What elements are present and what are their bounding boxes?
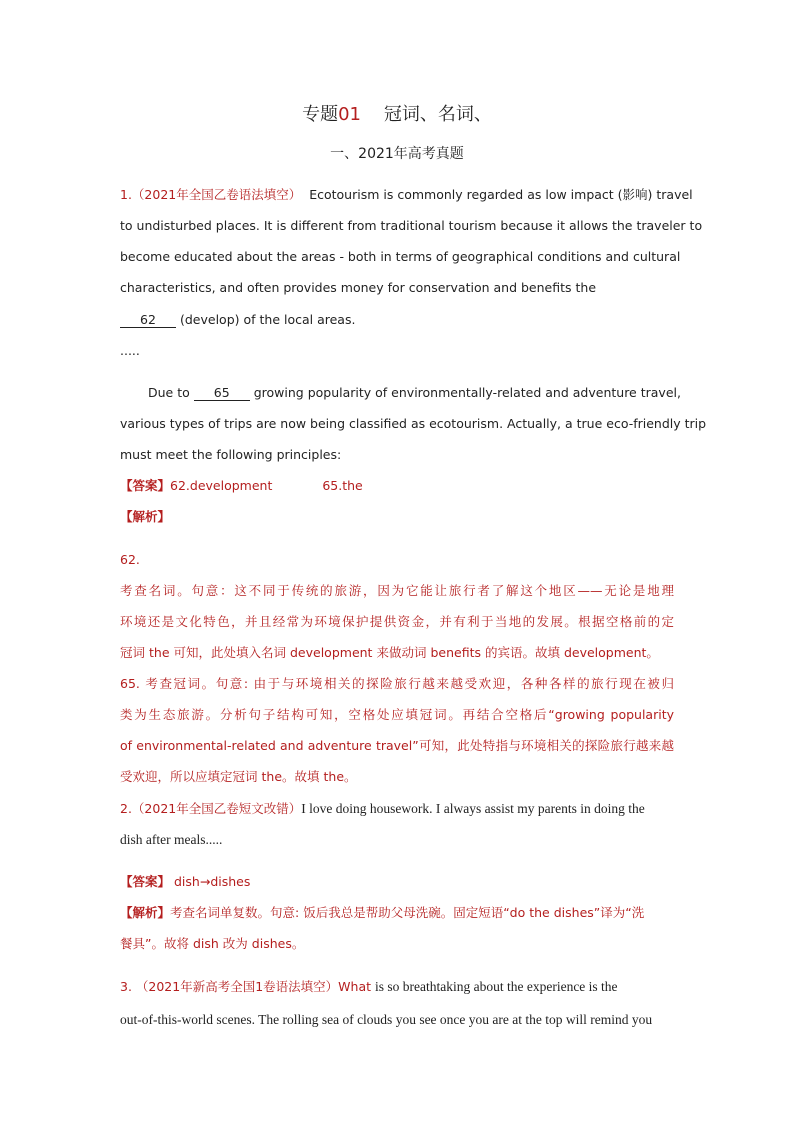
q2-source: 2.（2021年全国乙卷短文改错）: [120, 801, 302, 816]
q1-para2-pre: Due to: [148, 385, 190, 400]
q1-para2-line-2: various types of trips are now being classified as ecotourism. Actually, a true eco-friendly trip: [120, 416, 707, 431]
analysis-term: dish: [192, 936, 219, 951]
analysis-label: 【解析】: [120, 905, 171, 920]
q1-source: 1.（2021年全国乙卷语法填空）: [120, 187, 302, 202]
q1-para2-post: growing popularity of environmentally-related and adventure travel,: [253, 385, 681, 400]
q2-line-2: dish after meals.....: [120, 832, 223, 847]
answer-62: 62.development: [170, 478, 273, 493]
answer-label: 【答案】: [120, 874, 171, 889]
page-title: [0, 106, 794, 124]
analysis-65-line-2: 类为生态旅游。分析句子结构可知，空格处应填冠词。再结合空格后“growing popularity: [120, 707, 674, 722]
answer-65: 65.the: [322, 478, 363, 493]
q1-line-4: characteristics, and often provides money for conservation and benefits the: [120, 280, 597, 295]
q1-answer: [120, 477, 363, 495]
q1-text: Ecotourism is commonly regarded as low impact (影响) travel: [309, 187, 693, 202]
q1-line-1: [120, 186, 693, 204]
answer-label: 【答案】: [120, 478, 171, 493]
analysis-term: benefits: [430, 645, 481, 660]
q3-line-2: out-of-this-world scenes. The rolling sea of clouds you see once you are at the top will remind you: [120, 1012, 653, 1027]
title-text: 专题: [302, 104, 339, 125]
blank-65: 65: [194, 386, 250, 401]
q1-line-3: become educated about the areas - both in terms of geographical conditions and cultural: [120, 249, 681, 264]
analysis-65-line-3: of environmental-related and adventure travel”可知，此处特指与环境相关的探险旅行越来越: [120, 738, 674, 753]
analysis-term: dishes: [251, 936, 292, 951]
q1-para2-line-3: must meet the following principles:: [120, 447, 342, 462]
analysis-62-line-3: [120, 644, 659, 662]
q1-text-5: (develop) of the local areas.: [179, 312, 356, 327]
analysis-65-line-1: 65. 考查冠词。句意: 由于与环境相关的探险旅行越来越受欢迎，各种各样的旅行现在被归: [120, 676, 674, 691]
analysis-text: 来做动词: [376, 645, 427, 660]
analysis-text: 。故填: [282, 769, 320, 784]
q2-analysis-line-2: [120, 935, 304, 953]
q2-analysis-line-1: [120, 904, 644, 922]
q2-line-1: [120, 800, 645, 818]
analysis-text: 改为: [222, 936, 248, 951]
analysis-text: 可知，此处填入名词: [173, 645, 287, 660]
answer-value: dish→dishes: [174, 874, 251, 889]
title-number: 01: [338, 104, 361, 125]
q1-line-5: [120, 311, 355, 329]
q3-keyword: What: [338, 979, 372, 994]
analysis-text: 考查名词单复数。句意: 饭后我总是帮助父母洗碗。固定短语: [170, 905, 504, 920]
analysis-text: 。: [291, 936, 305, 951]
analysis-65-line-4: [120, 768, 357, 786]
blank-62: 62: [120, 313, 176, 328]
q1-analysis-label: 【解析】: [120, 509, 171, 524]
analysis-62-line-1: 考查名词。句意：这不同于传统的旅游，因为它能让旅行者了解这个地区——无论是地理: [120, 583, 674, 598]
analysis-term: the: [323, 769, 345, 784]
analysis-text: 。: [344, 769, 357, 784]
analysis-62-line-2: 环境还是文化特色，并且经常为环境保护提供资金，并有利于当地的发展。根据空格前的定: [120, 614, 674, 629]
q1-ellipsis: .....: [120, 343, 140, 358]
q1-line-2: to undisturbed places. It is different from traditional tourism because it allows the traveler to: [120, 218, 703, 233]
analysis-text: 的宾语。故填: [484, 645, 560, 660]
analysis-text: 译为“洗: [600, 905, 645, 920]
q3-source: 3. （2021年新高考全国1卷语法填空）: [120, 979, 339, 994]
q2-text: I love doing housework. I always assist my parents in doing the: [301, 801, 645, 816]
analysis-text: 餐具”。故将: [120, 936, 189, 951]
q3-text: is so breathtaking about the experience is the: [375, 979, 618, 994]
analysis-term: “do the dishes”: [503, 905, 601, 920]
analysis-term: the: [149, 645, 170, 660]
analysis-term: the: [261, 769, 283, 784]
title-topic: 冠词、名词、: [383, 104, 492, 125]
analysis-text: 冠词: [120, 645, 146, 660]
section-subtitle: 一、2021年高考真题: [330, 146, 464, 162]
q1-para2-line-1: [148, 384, 681, 402]
analysis-text: 受欢迎，所以应填定冠词: [120, 769, 258, 784]
q3-line-1: [120, 978, 618, 996]
analysis-term: development: [290, 645, 373, 660]
analysis-62-number: 62.: [120, 552, 140, 567]
q2-answer: [120, 873, 250, 891]
analysis-term: development。: [563, 645, 659, 660]
